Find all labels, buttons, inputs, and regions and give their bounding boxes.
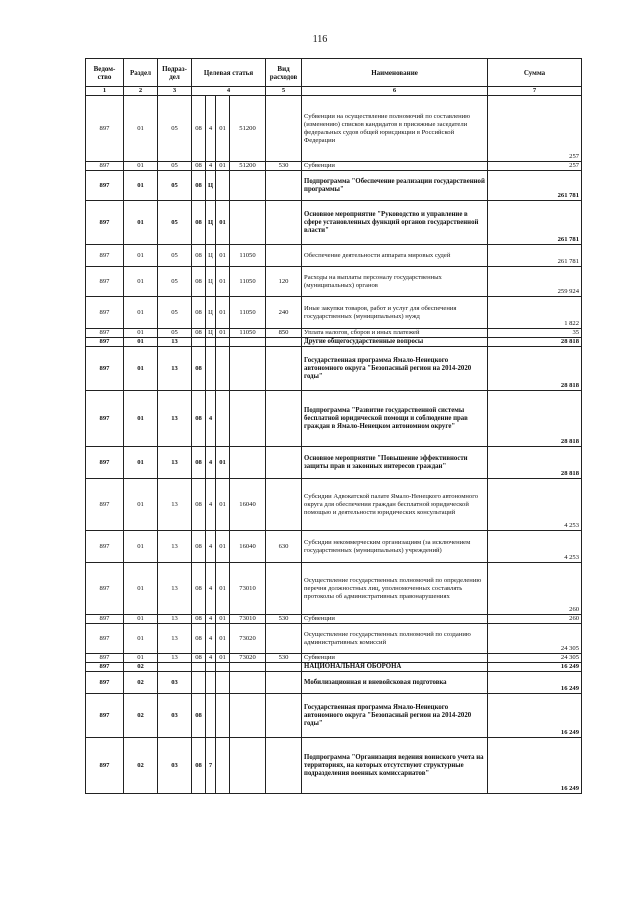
cell-target-code xyxy=(230,738,266,794)
header-ved: Ведом-ство xyxy=(86,59,124,87)
cell-target-code: 11050 xyxy=(230,267,266,297)
cell-razdel: 01 xyxy=(124,297,158,329)
cell-target-subprogram: 4 xyxy=(206,531,216,563)
cell-target-code xyxy=(230,447,266,479)
cell-target-subprogram: 7 xyxy=(206,738,216,794)
cell-razdel: 02 xyxy=(124,694,158,738)
header-target: Целевая статья xyxy=(192,59,266,87)
table-row xyxy=(86,563,582,615)
cell-target-program xyxy=(192,672,206,694)
cell-expense-type xyxy=(266,624,302,654)
cell-sum: 257 xyxy=(488,162,582,171)
cell-sum: 261 781 xyxy=(488,201,582,245)
cell-podrazdel: 13 xyxy=(158,615,192,624)
cell-target-code: 51200 xyxy=(230,162,266,171)
cell-target-code: 16040 xyxy=(230,479,266,531)
cell-name: Осуществление государственных полномочий по созданию административных комиссий xyxy=(302,624,488,654)
cell-expense-type: 630 xyxy=(266,531,302,563)
cell-ved: 897 xyxy=(86,663,124,672)
table-row xyxy=(86,447,582,479)
cell-target-subprogram: Ц xyxy=(206,245,216,267)
cell-expense-type xyxy=(266,663,302,672)
cell-razdel: 01 xyxy=(124,391,158,447)
header-sum: Сумма xyxy=(488,59,582,87)
cell-sum: 24 305 xyxy=(488,624,582,654)
cell-expense-type: 530 xyxy=(266,162,302,171)
cell-expense-type xyxy=(266,171,302,201)
cell-target-event xyxy=(216,694,230,738)
table-row xyxy=(86,738,582,794)
cell-target-program: 08 xyxy=(192,694,206,738)
cell-target-program: 08 xyxy=(192,201,206,245)
cell-target-program: 08 xyxy=(192,329,206,338)
cell-name: Субвенции xyxy=(302,162,488,171)
cell-ved: 897 xyxy=(86,672,124,694)
cell-target-event: 01 xyxy=(216,329,230,338)
table-row xyxy=(86,615,582,624)
cell-target-program: 08 xyxy=(192,162,206,171)
table-row xyxy=(86,162,582,171)
cell-sum: 260 xyxy=(488,563,582,615)
cell-target-program: 08 xyxy=(192,479,206,531)
cell-name: Подпрограмма "Развитие государственной системы бесплатной юридической помощи и соблюдение прав граждан в Ямало-Ненецком автономном округе" xyxy=(302,391,488,447)
cell-ved: 897 xyxy=(86,391,124,447)
column-number: 4 xyxy=(192,87,266,96)
cell-podrazdel: 13 xyxy=(158,563,192,615)
cell-ved: 897 xyxy=(86,479,124,531)
cell-sum: 24 305 xyxy=(488,654,582,663)
table-row xyxy=(86,672,582,694)
table-row xyxy=(86,531,582,563)
cell-sum: 260 xyxy=(488,615,582,624)
cell-podrazdel: 05 xyxy=(158,201,192,245)
cell-target-event: 01 xyxy=(216,201,230,245)
cell-target-subprogram: 4 xyxy=(206,563,216,615)
cell-target-code: 73010 xyxy=(230,563,266,615)
cell-target-code xyxy=(230,201,266,245)
cell-target-event xyxy=(216,738,230,794)
column-number: 2 xyxy=(124,87,158,96)
cell-name: Основное мероприятие "Руководство и управление в сфере установленных функций органов государственной власти" xyxy=(302,201,488,245)
cell-sum: 35 xyxy=(488,329,582,338)
cell-target-event xyxy=(216,391,230,447)
cell-podrazdel: 03 xyxy=(158,672,192,694)
cell-name: Субвенции xyxy=(302,615,488,624)
cell-target-program: 08 xyxy=(192,624,206,654)
cell-expense-type xyxy=(266,347,302,391)
cell-target-event xyxy=(216,171,230,201)
table-row xyxy=(86,654,582,663)
cell-target-program: 08 xyxy=(192,447,206,479)
cell-target-program: 08 xyxy=(192,297,206,329)
cell-target-subprogram: 4 xyxy=(206,624,216,654)
cell-podrazdel: 05 xyxy=(158,267,192,297)
cell-podrazdel: 05 xyxy=(158,171,192,201)
cell-ved: 897 xyxy=(86,162,124,171)
table-row xyxy=(86,391,582,447)
cell-target-code xyxy=(230,694,266,738)
cell-ved: 897 xyxy=(86,267,124,297)
cell-razdel: 02 xyxy=(124,738,158,794)
cell-target-subprogram xyxy=(206,347,216,391)
cell-target-event xyxy=(216,338,230,347)
cell-name: Мобилизационная и вневойсковая подготовка xyxy=(302,672,488,694)
column-number: 3 xyxy=(158,87,192,96)
cell-target-subprogram: 4 xyxy=(206,391,216,447)
cell-expense-type: 530 xyxy=(266,615,302,624)
column-number: 5 xyxy=(266,87,302,96)
cell-target-subprogram: 4 xyxy=(206,162,216,171)
table-row xyxy=(86,663,582,672)
cell-target-subprogram: Ц xyxy=(206,267,216,297)
cell-target-program: 08 xyxy=(192,96,206,162)
cell-ved: 897 xyxy=(86,171,124,201)
cell-name: Осуществление государственных полномочий по определению перечня должностных лиц, уполномоченных составлять протоколы об административных правонарушениях xyxy=(302,563,488,615)
cell-razdel: 02 xyxy=(124,663,158,672)
cell-target-program: 08 xyxy=(192,391,206,447)
cell-target-program: 08 xyxy=(192,615,206,624)
cell-target-program: 08 xyxy=(192,531,206,563)
cell-target-code: 11050 xyxy=(230,245,266,267)
cell-target-event xyxy=(216,663,230,672)
cell-razdel: 01 xyxy=(124,201,158,245)
cell-sum: 28 818 xyxy=(488,347,582,391)
cell-razdel: 01 xyxy=(124,171,158,201)
cell-target-event: 01 xyxy=(216,615,230,624)
cell-target-subprogram: 4 xyxy=(206,615,216,624)
cell-name: НАЦИОНАЛЬНАЯ ОБОРОНА xyxy=(302,663,488,672)
cell-razdel: 01 xyxy=(124,329,158,338)
table-row xyxy=(86,297,582,329)
cell-name: Субсидии некоммерческим организациям (за исключением государственных (муниципальных) учреждений) xyxy=(302,531,488,563)
cell-ved: 897 xyxy=(86,297,124,329)
cell-podrazdel: 05 xyxy=(158,96,192,162)
cell-ved: 897 xyxy=(86,531,124,563)
table-row xyxy=(86,267,582,297)
table-row xyxy=(86,96,582,162)
cell-target-event: 01 xyxy=(216,531,230,563)
cell-target-program: 08 xyxy=(192,654,206,663)
cell-target-program: 08 xyxy=(192,171,206,201)
cell-target-program: 08 xyxy=(192,245,206,267)
page-number: 116 xyxy=(312,34,328,45)
cell-target-subprogram xyxy=(206,672,216,694)
table-row xyxy=(86,245,582,267)
cell-target-subprogram: 4 xyxy=(206,96,216,162)
cell-podrazdel: 13 xyxy=(158,347,192,391)
cell-target-code: 51200 xyxy=(230,96,266,162)
cell-ved: 897 xyxy=(86,347,124,391)
table-row xyxy=(86,329,582,338)
cell-podrazdel: 13 xyxy=(158,391,192,447)
cell-expense-type xyxy=(266,447,302,479)
cell-name: Основное мероприятие "Повышение эффективности защиты прав и законных интересов граждан" xyxy=(302,447,488,479)
cell-ved: 897 xyxy=(86,738,124,794)
cell-name: Расходы на выплаты персоналу государственных (муниципальных) органов xyxy=(302,267,488,297)
cell-expense-type xyxy=(266,694,302,738)
cell-name: Государственная программа Ямало-Ненецкого автономного округа "Безопасный регион на 2014-2020 годы" xyxy=(302,347,488,391)
cell-expense-type xyxy=(266,672,302,694)
cell-ved: 897 xyxy=(86,654,124,663)
cell-expense-type xyxy=(266,245,302,267)
cell-expense-type: 120 xyxy=(266,267,302,297)
cell-target-event: 01 xyxy=(216,162,230,171)
cell-target-event: 01 xyxy=(216,267,230,297)
cell-sum: 4 253 xyxy=(488,479,582,531)
cell-target-subprogram: Ц xyxy=(206,297,216,329)
cell-razdel: 01 xyxy=(124,531,158,563)
cell-sum: 28 818 xyxy=(488,338,582,347)
cell-sum: 261 781 xyxy=(488,245,582,267)
header-vid: Вид расходов xyxy=(266,59,302,87)
cell-target-subprogram xyxy=(206,694,216,738)
cell-podrazdel: 05 xyxy=(158,245,192,267)
cell-ved: 897 xyxy=(86,338,124,347)
cell-target-subprogram: 4 xyxy=(206,654,216,663)
header-row xyxy=(86,59,582,87)
cell-target-code xyxy=(230,347,266,391)
cell-target-event: 01 xyxy=(216,479,230,531)
cell-razdel: 01 xyxy=(124,624,158,654)
cell-sum: 16 249 xyxy=(488,663,582,672)
cell-target-event: 01 xyxy=(216,624,230,654)
cell-sum: 16 249 xyxy=(488,672,582,694)
cell-target-subprogram: Ц xyxy=(206,329,216,338)
cell-podrazdel: 13 xyxy=(158,479,192,531)
cell-ved: 897 xyxy=(86,447,124,479)
cell-ved: 897 xyxy=(86,201,124,245)
cell-expense-type xyxy=(266,201,302,245)
cell-sum: 1 822 xyxy=(488,297,582,329)
cell-target-code xyxy=(230,391,266,447)
cell-target-event: 01 xyxy=(216,563,230,615)
cell-sum: 16 249 xyxy=(488,738,582,794)
cell-target-program: 08 xyxy=(192,267,206,297)
cell-ved: 897 xyxy=(86,245,124,267)
table-row xyxy=(86,171,582,201)
cell-name: Подпрограмма "Обеспечение реализации государственной программы" xyxy=(302,171,488,201)
cell-target-code xyxy=(230,338,266,347)
cell-razdel: 01 xyxy=(124,162,158,171)
cell-target-program: 08 xyxy=(192,738,206,794)
cell-sum: 259 924 xyxy=(488,267,582,297)
cell-podrazdel: 03 xyxy=(158,738,192,794)
cell-sum: 28 818 xyxy=(488,447,582,479)
cell-razdel: 02 xyxy=(124,672,158,694)
cell-sum: 261 781 xyxy=(488,171,582,201)
cell-target-event: 01 xyxy=(216,447,230,479)
cell-target-program xyxy=(192,663,206,672)
cell-sum: 28 818 xyxy=(488,391,582,447)
cell-target-code xyxy=(230,171,266,201)
cell-expense-type xyxy=(266,391,302,447)
cell-podrazdel: 13 xyxy=(158,624,192,654)
cell-target-event: 01 xyxy=(216,654,230,663)
cell-expense-type xyxy=(266,738,302,794)
cell-name: Государственная программа Ямало-Ненецкого автономного округа "Безопасный регион на 2014-2020 годы" xyxy=(302,694,488,738)
cell-target-subprogram: 4 xyxy=(206,447,216,479)
header-name: Наименование xyxy=(302,59,488,87)
cell-podrazdel: 03 xyxy=(158,694,192,738)
cell-ved: 897 xyxy=(86,96,124,162)
budget-table xyxy=(85,58,582,794)
cell-sum: 4 253 xyxy=(488,531,582,563)
cell-name: Обеспечение деятельности аппарата мировых судей xyxy=(302,245,488,267)
cell-expense-type xyxy=(266,338,302,347)
cell-expense-type xyxy=(266,96,302,162)
cell-razdel: 01 xyxy=(124,654,158,663)
cell-ved: 897 xyxy=(86,624,124,654)
table-row xyxy=(86,624,582,654)
cell-sum: 257 xyxy=(488,96,582,162)
cell-target-code: 73010 xyxy=(230,615,266,624)
cell-ved: 897 xyxy=(86,329,124,338)
cell-razdel: 01 xyxy=(124,245,158,267)
cell-podrazdel xyxy=(158,663,192,672)
cell-ved: 897 xyxy=(86,694,124,738)
header-podrazdel: Подраз-дел xyxy=(158,59,192,87)
cell-razdel: 01 xyxy=(124,267,158,297)
cell-ved: 897 xyxy=(86,563,124,615)
cell-podrazdel: 13 xyxy=(158,654,192,663)
cell-name: Подпрограмма "Организация ведения воинского учета на территориях, на которых отсутствуют структурные подразделения военных комиссариатов" xyxy=(302,738,488,794)
cell-razdel: 01 xyxy=(124,347,158,391)
cell-name: Уплата налогов, сборов и иных платежей xyxy=(302,329,488,338)
cell-expense-type: 240 xyxy=(266,297,302,329)
cell-podrazdel: 05 xyxy=(158,329,192,338)
cell-target-program: 08 xyxy=(192,563,206,615)
cell-target-code xyxy=(230,672,266,694)
cell-target-program xyxy=(192,338,206,347)
cell-target-code xyxy=(230,663,266,672)
cell-name: Субсидии Адвокатской палате Ямало-Ненецкого автономного округа для обеспечения граждан бесплатной юридической помощью и деятельности юридических консультаций xyxy=(302,479,488,531)
cell-target-event xyxy=(216,347,230,391)
cell-target-subprogram xyxy=(206,338,216,347)
cell-target-code: 11050 xyxy=(230,297,266,329)
column-number-row xyxy=(86,87,582,96)
cell-name: Субвенции на осуществление полномочий по составлению (изменению) списков кандидатов в присяжные заседатели федеральных судов общей юрисдикции в Российской Федерации xyxy=(302,96,488,162)
column-number: 6 xyxy=(302,87,488,96)
cell-expense-type: 530 xyxy=(266,654,302,663)
cell-razdel: 01 xyxy=(124,338,158,347)
table-row xyxy=(86,694,582,738)
cell-name: Другие общегосударственные вопросы xyxy=(302,338,488,347)
cell-target-subprogram: Ц xyxy=(206,201,216,245)
table-row xyxy=(86,338,582,347)
cell-podrazdel: 13 xyxy=(158,447,192,479)
cell-target-code: 73020 xyxy=(230,654,266,663)
cell-podrazdel: 13 xyxy=(158,531,192,563)
cell-target-event: 01 xyxy=(216,297,230,329)
table-row xyxy=(86,201,582,245)
cell-expense-type xyxy=(266,479,302,531)
cell-razdel: 01 xyxy=(124,96,158,162)
cell-razdel: 01 xyxy=(124,563,158,615)
header-razdel: Раздел xyxy=(124,59,158,87)
cell-target-subprogram: 4 xyxy=(206,479,216,531)
cell-sum: 16 249 xyxy=(488,694,582,738)
column-number: 7 xyxy=(488,87,582,96)
table-row xyxy=(86,347,582,391)
cell-target-code: 73020 xyxy=(230,624,266,654)
cell-target-event xyxy=(216,672,230,694)
cell-expense-type: 850 xyxy=(266,329,302,338)
cell-target-code: 11050 xyxy=(230,329,266,338)
cell-name: Субвенции xyxy=(302,654,488,663)
cell-razdel: 01 xyxy=(124,479,158,531)
cell-target-subprogram xyxy=(206,663,216,672)
cell-razdel: 01 xyxy=(124,615,158,624)
cell-expense-type xyxy=(266,563,302,615)
cell-razdel: 01 xyxy=(124,447,158,479)
cell-target-code: 16040 xyxy=(230,531,266,563)
table-body xyxy=(86,96,582,794)
cell-target-program: 08 xyxy=(192,347,206,391)
cell-name: Иные закупки товаров, работ и услуг для обеспечения государственных (муниципальных) нужд xyxy=(302,297,488,329)
cell-podrazdel: 05 xyxy=(158,162,192,171)
cell-ved: 897 xyxy=(86,615,124,624)
cell-podrazdel: 13 xyxy=(158,338,192,347)
cell-target-event: 01 xyxy=(216,245,230,267)
column-number: 1 xyxy=(86,87,124,96)
cell-podrazdel: 05 xyxy=(158,297,192,329)
cell-target-event: 01 xyxy=(216,96,230,162)
cell-target-subprogram: Ц xyxy=(206,171,216,201)
table-row xyxy=(86,479,582,531)
